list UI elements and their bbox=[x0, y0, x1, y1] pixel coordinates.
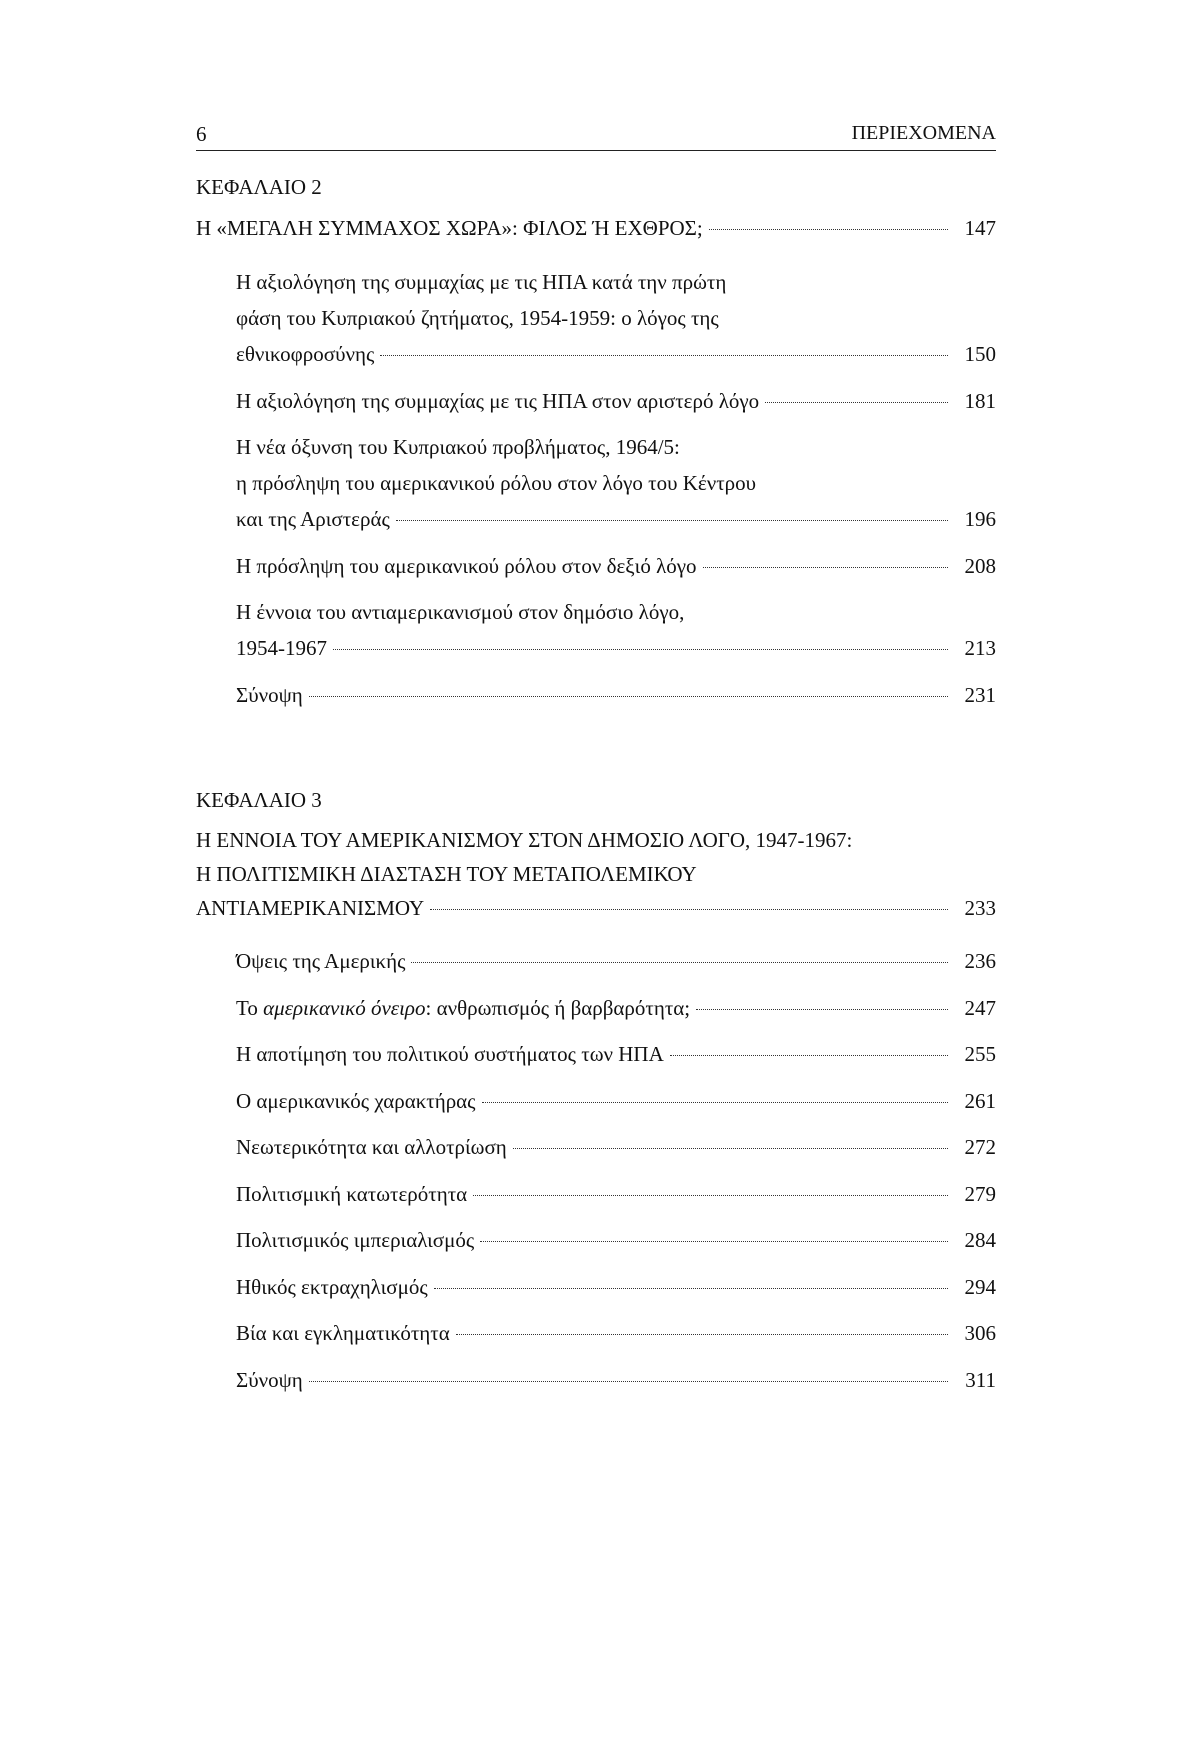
entry-page-number: 196 bbox=[964, 507, 996, 531]
dot-leader bbox=[670, 1055, 948, 1056]
dot-leader bbox=[473, 1195, 948, 1196]
section-entry bbox=[236, 1362, 996, 1398]
dot-leader bbox=[513, 1148, 948, 1149]
section-entry bbox=[236, 1176, 996, 1212]
dot-leader bbox=[434, 1288, 948, 1289]
chapter-label: ΚΕΦΑΛΑΙΟ 2 bbox=[196, 175, 322, 199]
entry-text-line: Η αξιολόγηση της συμμαχίας με τις ΗΠΑ κατά την πρώτη bbox=[236, 270, 727, 294]
entry-text-line: Η πρόσληψη του αμερικανικού ρόλου στον δεξιό λόγο bbox=[236, 553, 697, 578]
section-entry bbox=[236, 1036, 996, 1072]
dot-leader bbox=[430, 909, 948, 910]
entry-page-number: 147 bbox=[964, 216, 996, 240]
section-entry bbox=[236, 594, 996, 666]
dot-leader bbox=[456, 1334, 948, 1335]
section-entry bbox=[236, 383, 996, 419]
entry-text-line: Όψεις της Αμερικής bbox=[236, 949, 406, 973]
entry-page-number: 233 bbox=[964, 896, 996, 920]
dot-leader bbox=[703, 567, 948, 568]
entry-text-line: Η ΕΝΝΟΙΑ ΤΟΥ ΑΜΕΡΙΚΑΝΙΣΜΟΥ ΣΤΟΝ ΔΗΜΟΣΙΟ ΛΟΓΟ, 1947-1967: bbox=[196, 828, 853, 852]
entry-text-line: Βία και εγκληματικότητα bbox=[236, 1321, 450, 1345]
chapter-2 bbox=[196, 172, 996, 713]
entry-text-line: Η νέα όξυνση του Κυπριακού προβλήματος, 1964/5: bbox=[236, 435, 680, 459]
entry-page-number: 247 bbox=[964, 995, 996, 1020]
entry-page-number: 150 bbox=[964, 342, 996, 366]
entry-text-line: ΑΝΤΙΑΜΕΡΙΚΑΝΙΣΜΟΥ bbox=[196, 896, 425, 920]
section-entry bbox=[236, 548, 996, 584]
entry-text-line: Το αμερικανικό όνειρο: ανθρωπισμός ή βαρβαρότητα; bbox=[236, 995, 691, 1020]
dot-leader bbox=[396, 520, 948, 521]
chapter-title-entry bbox=[196, 210, 996, 246]
entry-text-line: Ο αμερικανικός χαρακτήρας bbox=[236, 1088, 476, 1113]
entry-text-line: Ηθικός εκτραχηλισμός bbox=[236, 1274, 428, 1299]
entry-text-line: εθνικοφροσύνης bbox=[236, 342, 375, 366]
dot-leader bbox=[333, 649, 948, 650]
chapter-title-entry bbox=[196, 823, 996, 925]
entry-text-line: και της Αριστεράς bbox=[236, 507, 390, 531]
entry-text-line: Πολιτισμικός ιμπεριαλισμός bbox=[236, 1228, 475, 1252]
entry-page-number: 255 bbox=[964, 1042, 996, 1066]
entry-text-line: Νεωτερικότητα και αλλοτρίωση bbox=[236, 1135, 507, 1159]
entry-text-line: Η αξιολόγηση της συμμαχίας με τις ΗΠΑ στον αριστερό λόγο bbox=[236, 388, 760, 413]
dot-leader bbox=[309, 696, 948, 697]
dot-leader bbox=[480, 1241, 948, 1242]
entry-text-line: Η έννοια του αντιαμερικανισμού στον δημόσιο λόγο, bbox=[236, 600, 685, 624]
running-title: ΠΕΡΙΕΧΟΜΕΝΑ bbox=[851, 122, 996, 144]
chapter-3 bbox=[196, 785, 996, 1398]
entry-text-line: Σύνοψη bbox=[236, 682, 303, 707]
section-entry bbox=[236, 1269, 996, 1305]
entry-page-number: 213 bbox=[964, 636, 996, 660]
entry-text-line: φάση του Κυπριακού ζητήματος, 1954-1959: ο λόγος της bbox=[236, 306, 719, 330]
page-number: 6 bbox=[196, 122, 207, 146]
dot-leader bbox=[411, 962, 948, 963]
entry-text-line: Η «ΜΕΓΑΛΗ ΣΥΜΜΑΧΟΣ ΧΩΡΑ»: ΦΙΛΟΣ Ή ΕΧΘΡΟΣ; bbox=[196, 216, 703, 240]
entry-text-line: Πολιτισμική κατωτερότητα bbox=[236, 1181, 468, 1206]
dot-leader bbox=[482, 1102, 948, 1103]
entry-text-line: Η αποτίμηση του πολιτικού συστήματος των ΗΠΑ bbox=[236, 1042, 664, 1066]
dot-leader bbox=[380, 355, 948, 356]
entry-page-number: 236 bbox=[964, 949, 996, 973]
entry-page-number: 284 bbox=[964, 1228, 996, 1252]
section-entry bbox=[236, 1129, 996, 1165]
section-entry bbox=[236, 677, 996, 713]
dot-leader bbox=[709, 229, 948, 230]
section-entry bbox=[236, 943, 996, 979]
entry-page-number: 208 bbox=[964, 553, 996, 578]
section-entry bbox=[236, 1315, 996, 1351]
entry-page-number: 306 bbox=[964, 1321, 996, 1345]
running-head bbox=[196, 122, 996, 151]
entry-text-line: 1954-1967 bbox=[236, 636, 327, 660]
entry-page-number: 272 bbox=[964, 1135, 996, 1159]
dot-leader bbox=[309, 1381, 948, 1382]
section-entry bbox=[236, 990, 996, 1026]
section-entry bbox=[236, 1083, 996, 1119]
entry-page-number: 279 bbox=[964, 1181, 996, 1206]
dot-leader bbox=[696, 1009, 948, 1010]
entry-page-number: 261 bbox=[964, 1088, 996, 1113]
entry-page-number: 231 bbox=[964, 682, 996, 707]
section-entry bbox=[236, 1222, 996, 1258]
chapter-label: ΚΕΦΑΛΑΙΟ 3 bbox=[196, 788, 322, 812]
entry-page-number: 294 bbox=[964, 1274, 996, 1299]
entry-page-number: 181 bbox=[964, 388, 996, 413]
section-entry bbox=[236, 429, 996, 537]
dot-leader bbox=[765, 402, 948, 403]
entry-text-line: Σύνοψη bbox=[236, 1367, 303, 1392]
entry-page-number: 311 bbox=[965, 1367, 996, 1392]
section-entry bbox=[236, 264, 996, 372]
entry-text-line: Η ΠΟΛΙΤΙΣΜΙΚΗ ΔΙΑΣΤΑΣΗ ΤΟΥ ΜΕΤΑΠΟΛΕΜΙΚΟΥ bbox=[196, 862, 697, 886]
entry-text-line: η πρόσληψη του αμερικανικού ρόλου στον λόγο του Κέντρου bbox=[236, 471, 757, 495]
